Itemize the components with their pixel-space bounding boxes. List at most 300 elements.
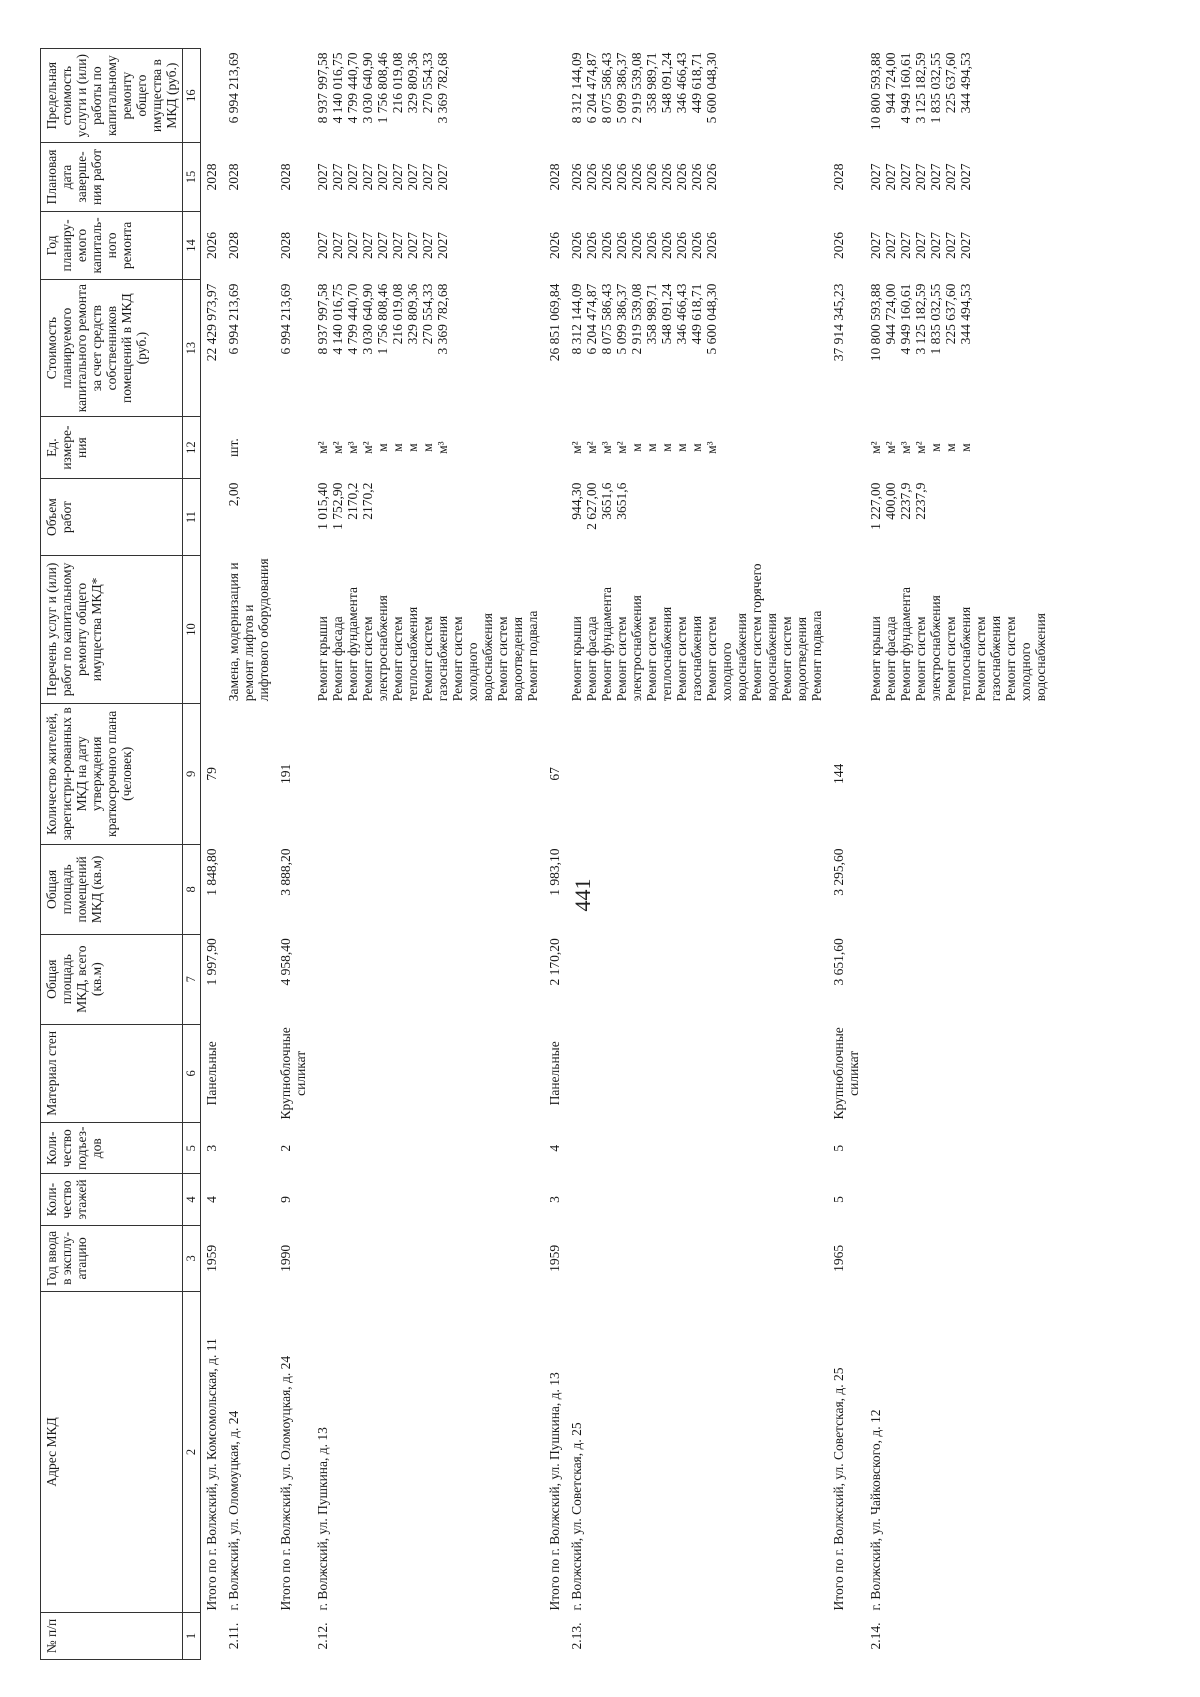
limit-cost-line: 449 618,71 xyxy=(689,52,704,114)
plan-year-line: 2027 xyxy=(943,231,958,259)
total-area xyxy=(312,934,544,1024)
total-area xyxy=(566,934,828,1024)
work-volume-line: 3651,6 xyxy=(599,482,614,520)
work-item-line: Ремонт крыши xyxy=(569,616,584,702)
page-number: 441 xyxy=(570,878,595,912)
unit-line: м xyxy=(674,443,689,452)
limit-cost xyxy=(312,49,544,143)
column-number: 11 xyxy=(183,479,201,556)
header-cell: Общая площадь помещений МКД (кв.м) xyxy=(41,844,183,934)
work-item xyxy=(828,556,865,704)
work-item-line: Ремонт подвала xyxy=(809,610,824,702)
wall-material xyxy=(223,1024,275,1122)
work-item-line: Замена, модернизация и ремонт лифтов и лифтового оборудования xyxy=(226,558,271,702)
repair-cost-line: 10 800 593,88 xyxy=(868,283,883,362)
repair-cost xyxy=(201,280,224,417)
work-item-line: Ремонт систем электроснабжения xyxy=(614,595,644,702)
unit-line: м xyxy=(958,443,973,452)
end-year-line: 2027 xyxy=(928,163,943,191)
work-item-line: Ремонт фасада xyxy=(584,616,599,702)
total-row xyxy=(828,49,865,1660)
end-year-line: 2027 xyxy=(420,163,435,191)
floors xyxy=(865,1174,1052,1225)
commission-year xyxy=(865,1225,1052,1291)
residents: 191 xyxy=(278,763,293,784)
repair-cost-line: 8 075 586,43 xyxy=(599,283,614,355)
end-year xyxy=(828,143,865,211)
end-year-line: 2028 xyxy=(547,163,562,191)
limit-cost xyxy=(201,49,224,143)
address: Итого по г. Волжский, ул. Советская, д. 25 xyxy=(831,1367,846,1611)
column-number: 16 xyxy=(183,49,201,143)
limit-cost-line: 5 099 386,37 xyxy=(614,52,629,124)
work-item-line: Ремонт фундамента xyxy=(345,587,360,702)
total-row xyxy=(544,49,566,1660)
header-cell: Стоимость планируемого капитального ремонта за счет средств собственников помещений в МКД (руб.) xyxy=(41,280,183,417)
header-cell: Коли-чество подъез-дов xyxy=(41,1123,183,1174)
work-item xyxy=(865,556,1052,704)
work-item-line: Ремонт систем газоснабжения xyxy=(674,615,704,702)
header-cell: Объем работ xyxy=(41,479,183,556)
work-item-line: Ремонт систем теплоснабжения xyxy=(390,606,420,702)
repair-cost-line: 6 994 213,69 xyxy=(278,283,293,355)
premises-area xyxy=(223,844,275,934)
address: г. Волжский, ул. Оломоуцкая, д. 24 xyxy=(226,1410,241,1611)
repair-cost-line: 344 494,53 xyxy=(958,283,973,345)
floors: 9 xyxy=(278,1196,293,1203)
commission-year: 1959 xyxy=(204,1244,219,1272)
repair-cost-line: 5 099 386,37 xyxy=(614,283,629,355)
repair-cost-line: 37 914 345,23 xyxy=(831,283,846,362)
end-year xyxy=(201,143,224,211)
plan-year-line: 2027 xyxy=(345,231,360,259)
work-item xyxy=(223,556,275,704)
plan-year-line: 2026 xyxy=(569,231,584,259)
limit-cost-line: 1 835 032,55 xyxy=(928,52,943,124)
limit-cost-line: 216 019,08 xyxy=(390,52,405,114)
unit xyxy=(201,417,224,479)
repair-cost xyxy=(865,280,1052,417)
unit-line: м² xyxy=(868,441,883,454)
house-row xyxy=(566,49,828,1660)
end-year-line: 2028 xyxy=(226,163,241,191)
plan-year-line: 2026 xyxy=(614,231,629,259)
header-cell: Коли-чество этажей xyxy=(41,1174,183,1225)
plan-year-line: 2028 xyxy=(278,231,293,259)
header-cell: Общая площадь МКД, всего (кв.м) xyxy=(41,934,183,1024)
address: Итого по г. Волжский, ул. Комсомольская, д. 11 xyxy=(204,1338,219,1611)
end-year-line: 2027 xyxy=(390,163,405,191)
plan-year-line: 2027 xyxy=(913,231,928,259)
premises-area xyxy=(312,844,544,934)
repair-cost-line: 270 554,33 xyxy=(420,283,435,345)
row-number: 2.14. xyxy=(868,1622,883,1650)
limit-cost-line: 10 800 593,88 xyxy=(868,52,883,131)
column-number: 8 xyxy=(183,844,201,934)
row-number: 2.12. xyxy=(315,1622,330,1650)
work-volume-line: 1 227,00 xyxy=(868,482,883,530)
end-year-line: 2027 xyxy=(868,163,883,191)
work-item-line: Ремонт систем теплоснабжения xyxy=(644,606,674,702)
entrances: 4 xyxy=(547,1144,562,1152)
header-cell: Перечень услуг и (или) работ по капитальному ремонту общего имущества МКД* xyxy=(41,556,183,704)
wall-material xyxy=(566,1024,828,1122)
repair-cost xyxy=(566,280,828,417)
wall-material xyxy=(312,1024,544,1122)
plan-year-line: 2027 xyxy=(375,231,390,259)
unit xyxy=(865,417,1052,479)
address: Итого по г. Волжский, ул. Пушкина, д. 13 xyxy=(547,1372,562,1611)
unit-line: м³ xyxy=(435,441,450,454)
limit-cost-line: 3 369 782,68 xyxy=(435,52,450,124)
premises-area xyxy=(865,844,1052,934)
row-number xyxy=(275,1612,312,1659)
row-number: 2.11. xyxy=(226,1622,241,1650)
header-cell: Плановая дата заверше-ния работ xyxy=(41,143,183,211)
work-volume-line: 3651,6 xyxy=(614,482,629,520)
column-number: 7 xyxy=(183,934,201,1024)
work-volume-line: 2237,9 xyxy=(913,482,928,520)
plan-year-line: 2026 xyxy=(689,231,704,259)
end-year xyxy=(544,143,566,211)
limit-cost-line: 4 140 016,75 xyxy=(330,52,345,124)
entrances: 2 xyxy=(278,1144,293,1152)
work-item-line: Ремонт фасада xyxy=(330,616,345,702)
limit-cost-line: 329 809,36 xyxy=(405,52,420,114)
end-year xyxy=(312,143,544,211)
plan-year-line: 2026 xyxy=(704,231,719,259)
end-year-line: 2027 xyxy=(913,163,928,191)
limit-cost xyxy=(275,49,312,143)
unit-line: м³ xyxy=(898,441,913,454)
entrances xyxy=(865,1123,1052,1174)
work-volume xyxy=(312,479,544,556)
repair-cost xyxy=(312,280,544,417)
end-year-line: 2027 xyxy=(435,163,450,191)
unit-line: м xyxy=(659,443,674,452)
repair-cost-line: 944 724,00 xyxy=(883,283,898,345)
work-item xyxy=(275,556,312,704)
residents xyxy=(865,703,1052,844)
work-item-line: Ремонт систем водоотведения xyxy=(779,616,809,702)
column-number: 10 xyxy=(183,556,201,704)
work-item xyxy=(544,556,566,704)
unit xyxy=(828,417,865,479)
work-item-line: Ремонт систем газоснабжения xyxy=(973,615,1003,702)
plan-year xyxy=(201,211,224,279)
address: г. Волжский, ул. Пушкина, д. 13 xyxy=(315,1427,330,1611)
column-number-row xyxy=(183,49,201,1660)
repair-cost-line: 225 637,60 xyxy=(943,283,958,345)
repair-cost-line: 22 429 973,97 xyxy=(204,283,219,362)
work-item-line: Ремонт фундамента xyxy=(599,587,614,702)
total-row xyxy=(201,49,224,1660)
house-row xyxy=(223,49,275,1660)
commission-year: 1959 xyxy=(547,1244,562,1272)
limit-cost-line: 3 030 640,90 xyxy=(360,52,375,124)
limit-cost-line: 944 724,00 xyxy=(883,52,898,114)
work-volume xyxy=(828,479,865,556)
plan-year-line: 2027 xyxy=(390,231,405,259)
unit xyxy=(566,417,828,479)
header-cell: Год ввода в эксплу-атацию xyxy=(41,1225,183,1291)
residents: 79 xyxy=(204,767,219,781)
work-item-line: Ремонт систем холодного водоснабжения xyxy=(704,613,749,702)
unit-line: м xyxy=(928,443,943,452)
column-number: 9 xyxy=(183,703,201,844)
work-volume xyxy=(223,479,275,556)
residents xyxy=(566,703,828,844)
table-body xyxy=(201,49,1053,1660)
plan-year xyxy=(223,211,275,279)
unit-line: м xyxy=(420,443,435,452)
work-item-line: Ремонт фундамента xyxy=(898,587,913,702)
total-area xyxy=(865,934,1052,1024)
header-cell: Количество жителей, зарегистри-рованных в МКД на дату утверждения краткосрочного плана (человек) xyxy=(41,703,183,844)
plan-year-line: 2026 xyxy=(599,231,614,259)
limit-cost-line: 1 756 808,46 xyxy=(375,52,390,124)
rotated-page xyxy=(40,48,1160,1660)
work-item-line: Ремонт систем холодного водоснабжения xyxy=(1003,613,1048,702)
work-item-line: Ремонт систем горячего водоснабжения xyxy=(749,563,779,702)
unit xyxy=(544,417,566,479)
end-year xyxy=(566,143,828,211)
repair-cost-line: 1 835 032,55 xyxy=(928,283,943,355)
work-item xyxy=(312,556,544,704)
residents: 67 xyxy=(547,767,562,781)
total-row xyxy=(275,49,312,1660)
unit-line: м xyxy=(644,443,659,452)
unit-line: м² xyxy=(584,441,599,454)
column-number: 13 xyxy=(183,280,201,417)
plan-year-line: 2026 xyxy=(629,231,644,259)
entrances xyxy=(223,1123,275,1174)
work-volume xyxy=(566,479,828,556)
floors: 5 xyxy=(831,1196,846,1203)
premises-area xyxy=(566,844,828,934)
column-number: 4 xyxy=(183,1174,201,1225)
premises-area: 1 983,10 xyxy=(547,848,562,896)
house-row xyxy=(865,49,1052,1660)
entrances xyxy=(566,1123,828,1174)
work-volume-line: 2170,2 xyxy=(360,482,375,520)
capital-repair-table xyxy=(40,48,1052,1660)
entrances: 5 xyxy=(831,1144,846,1152)
repair-cost-line: 4 140 016,75 xyxy=(330,283,345,355)
plan-year-line: 2027 xyxy=(330,231,345,259)
plan-year-line: 2027 xyxy=(958,231,973,259)
address: г. Волжский, ул. Чайковского, д. 12 xyxy=(868,1409,883,1611)
unit-line: м² xyxy=(913,441,928,454)
plan-year-line: 2027 xyxy=(868,231,883,259)
repair-cost-line: 548 091,24 xyxy=(659,283,674,345)
unit-line: м² xyxy=(614,441,629,454)
repair-cost-line: 2 919 539,08 xyxy=(629,283,644,355)
repair-cost-line: 358 989,71 xyxy=(644,283,659,345)
repair-cost xyxy=(828,280,865,417)
work-volume xyxy=(201,479,224,556)
column-number: 6 xyxy=(183,1024,201,1122)
residents: 144 xyxy=(831,763,846,784)
house-row xyxy=(312,49,544,1660)
floors: 4 xyxy=(204,1196,219,1203)
plan-year xyxy=(544,211,566,279)
work-volume xyxy=(865,479,1052,556)
limit-cost-line: 4 949 160,61 xyxy=(898,52,913,124)
plan-year-line: 2026 xyxy=(644,231,659,259)
repair-cost-line: 5 600 048,30 xyxy=(704,283,719,355)
wall-material: Крупноблочные силикат xyxy=(831,1027,861,1120)
header-cell: Год планиру-емого капиталь-ного ремонта xyxy=(41,211,183,279)
repair-cost-line: 8 937 997,58 xyxy=(315,283,330,355)
total-area: 4 958,40 xyxy=(278,938,293,986)
column-number: 3 xyxy=(183,1225,201,1291)
limit-cost xyxy=(544,49,566,143)
plan-year-line: 2026 xyxy=(204,231,219,259)
end-year xyxy=(223,143,275,211)
end-year xyxy=(275,143,312,211)
repair-cost-line: 4 799 440,70 xyxy=(345,283,360,355)
column-number: 14 xyxy=(183,211,201,279)
end-year-line: 2026 xyxy=(689,163,704,191)
end-year-line: 2026 xyxy=(674,163,689,191)
end-year xyxy=(865,143,1052,211)
end-year-line: 2028 xyxy=(204,163,219,191)
plan-year-line: 2026 xyxy=(547,231,562,259)
end-year-line: 2026 xyxy=(704,163,719,191)
unit-line: м xyxy=(390,443,405,452)
work-volume-line: 2237,9 xyxy=(898,482,913,520)
commission-year: 1990 xyxy=(278,1244,293,1272)
unit-line: м³ xyxy=(599,441,614,454)
limit-cost-line: 346 466,43 xyxy=(674,52,689,114)
repair-cost-line: 3 125 182,59 xyxy=(913,283,928,355)
limit-cost-line: 4 799 440,70 xyxy=(345,52,360,124)
repair-cost xyxy=(544,280,566,417)
end-year-line: 2026 xyxy=(584,163,599,191)
unit xyxy=(275,417,312,479)
plan-year-line: 2027 xyxy=(928,231,943,259)
row-number xyxy=(828,1612,865,1659)
repair-cost-line: 216 019,08 xyxy=(390,283,405,345)
end-year-line: 2028 xyxy=(831,163,846,191)
work-volume-line: 2170,2 xyxy=(345,482,360,520)
column-number: 2 xyxy=(183,1292,201,1613)
end-year-line: 2027 xyxy=(330,163,345,191)
commission-year xyxy=(312,1225,544,1291)
wall-material: Панельные xyxy=(204,1041,219,1106)
floors: 3 xyxy=(547,1196,562,1203)
limit-cost-line: 225 637,60 xyxy=(943,52,958,114)
unit-line: м xyxy=(943,443,958,452)
repair-cost xyxy=(223,280,275,417)
limit-cost-line: 8 937 997,58 xyxy=(315,52,330,124)
plan-year xyxy=(275,211,312,279)
work-item-line: Ремонт систем холодного водоснабжения xyxy=(450,613,495,702)
unit-line: м xyxy=(405,443,420,452)
repair-cost-line: 6 994 213,69 xyxy=(226,283,241,355)
address: Итого по г. Волжский, ул. Оломоуцкая, д. 24 xyxy=(278,1355,293,1611)
address: г. Волжский, ул. Советская, д. 25 xyxy=(569,1422,584,1611)
limit-cost-line: 5 600 048,30 xyxy=(704,52,719,124)
repair-cost-line: 1 756 808,46 xyxy=(375,283,390,355)
plan-year-line: 2027 xyxy=(435,231,450,259)
row-number xyxy=(544,1612,566,1659)
plan-year-line: 2026 xyxy=(674,231,689,259)
work-volume-line: 2,00 xyxy=(226,482,241,507)
unit xyxy=(312,417,544,479)
wall-material xyxy=(865,1024,1052,1122)
limit-cost-line: 8 075 586,43 xyxy=(599,52,614,124)
unit-line: м² xyxy=(569,441,584,454)
row-number xyxy=(201,1612,224,1659)
work-item xyxy=(201,556,224,704)
repair-cost-line: 6 204 474,87 xyxy=(584,283,599,355)
repair-cost-line: 26 851 069,84 xyxy=(547,283,562,362)
limit-cost-line: 344 494,53 xyxy=(958,52,973,114)
entrances: 3 xyxy=(204,1144,219,1152)
work-volume-line: 1 015,40 xyxy=(315,482,330,530)
repair-cost-line: 329 809,36 xyxy=(405,283,420,345)
plan-year-line: 2026 xyxy=(659,231,674,259)
plan-year-line: 2027 xyxy=(883,231,898,259)
premises-area: 3 888,20 xyxy=(278,848,293,896)
repair-cost-line: 3 030 640,90 xyxy=(360,283,375,355)
end-year-line: 2027 xyxy=(943,163,958,191)
limit-cost-line: 358 989,71 xyxy=(644,52,659,114)
end-year-line: 2027 xyxy=(315,163,330,191)
header-cell: Материал стен xyxy=(41,1024,183,1122)
column-number: 1 xyxy=(183,1612,201,1659)
end-year-line: 2027 xyxy=(898,163,913,191)
unit xyxy=(223,417,275,479)
floors xyxy=(566,1174,828,1225)
work-item-line: Ремонт фасада xyxy=(883,616,898,702)
total-area: 3 651,60 xyxy=(831,938,846,986)
limit-cost-line: 6 994 213,69 xyxy=(226,52,241,124)
end-year-line: 2026 xyxy=(629,163,644,191)
plan-year xyxy=(566,211,828,279)
plan-year-line: 2027 xyxy=(420,231,435,259)
limit-cost xyxy=(828,49,865,143)
column-number: 15 xyxy=(183,143,201,211)
end-year-line: 2027 xyxy=(958,163,973,191)
work-item-line: Ремонт систем теплоснабжения xyxy=(943,606,973,702)
limit-cost xyxy=(223,49,275,143)
limit-cost-line: 548 091,24 xyxy=(659,52,674,114)
unit-line: шт. xyxy=(226,438,241,457)
limit-cost-line: 2 919 539,08 xyxy=(629,52,644,124)
unit-line: м xyxy=(629,443,644,452)
work-item-line: Ремонт подвала xyxy=(525,610,540,702)
work-volume-line: 2 627,00 xyxy=(584,482,599,530)
repair-cost-line: 8 312 144,09 xyxy=(569,283,584,355)
limit-cost-line: 270 554,33 xyxy=(420,52,435,114)
header-cell: Предельная стоимость услуги и (или) работы по капитальному ремонту общего имущества в МКД (руб.) xyxy=(41,49,183,143)
floors xyxy=(312,1174,544,1225)
residents xyxy=(223,703,275,844)
unit-line: м² xyxy=(330,441,345,454)
end-year-line: 2027 xyxy=(345,163,360,191)
unit-line: м xyxy=(375,443,390,452)
end-year-line: 2027 xyxy=(375,163,390,191)
repair-cost-line: 346 466,43 xyxy=(674,283,689,345)
work-item-line: Ремонт крыши xyxy=(868,616,883,702)
plan-year-line: 2026 xyxy=(584,231,599,259)
unit-line: м² xyxy=(883,441,898,454)
end-year-line: 2026 xyxy=(614,163,629,191)
unit-line: м xyxy=(689,443,704,452)
